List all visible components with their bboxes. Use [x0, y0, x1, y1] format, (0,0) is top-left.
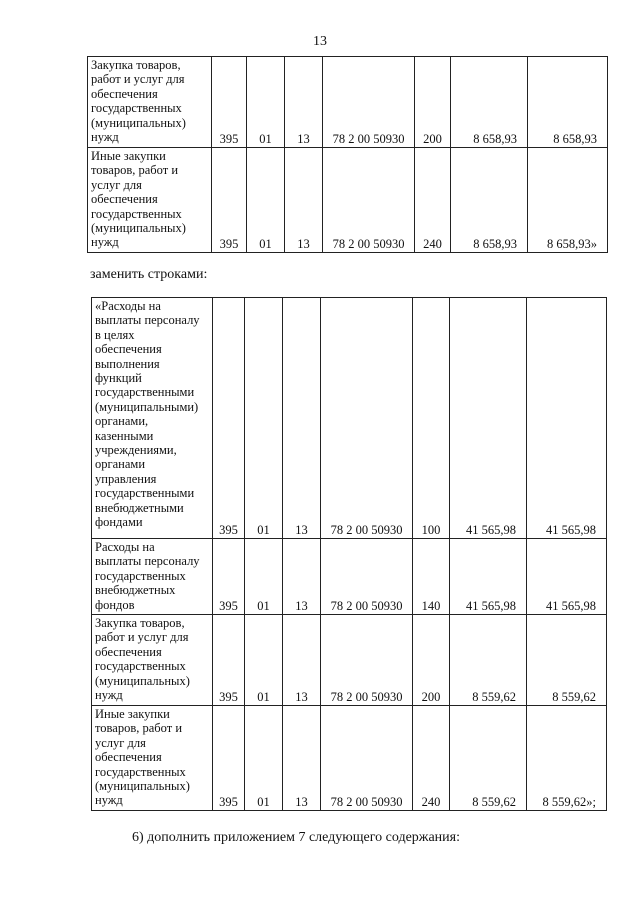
replace-instruction: заменить строками:: [90, 267, 208, 282]
vr-code: 200: [415, 57, 451, 148]
vr-code: 140: [413, 539, 450, 615]
vr-code: 100: [413, 298, 450, 539]
amount-2: 8 559,62»;: [527, 706, 607, 811]
expense-name: Расходы на выплаты персоналу государственных внебюджетных фондов: [92, 539, 213, 615]
amount-1: 8 658,93: [451, 148, 528, 253]
amount-1: 41 565,98: [450, 539, 527, 615]
amount-2: 41 565,98: [527, 298, 607, 539]
budget-table-original: [87, 56, 608, 253]
amount-1: 41 565,98: [450, 298, 527, 539]
gr-code: 395: [213, 539, 245, 615]
rz-code: 01: [247, 57, 285, 148]
amount-1: 8 658,93: [451, 57, 528, 148]
amount-1: 8 559,62: [450, 615, 527, 706]
table-row: [92, 298, 607, 539]
table-row: [92, 615, 607, 706]
expense-name: «Расходы на выплаты персоналу в целях обеспечения выполнения функций государственными (муниципальными) органами, казенными учреждениями, органами управления государственными внебюджетными фондами: [92, 298, 213, 539]
amount-1: 8 559,62: [450, 706, 527, 811]
csr-code: 78 2 00 50930: [323, 57, 415, 148]
gr-code: 395: [212, 57, 247, 148]
table-row: [92, 706, 607, 811]
gr-code: 395: [213, 615, 245, 706]
budget-table-replacement: [91, 297, 607, 811]
pr-code: 13: [283, 539, 321, 615]
rz-code: 01: [245, 706, 283, 811]
csr-code: 78 2 00 50930: [321, 298, 413, 539]
gr-code: 395: [213, 706, 245, 811]
rz-code: 01: [245, 615, 283, 706]
expense-name: Закупка товаров, работ и услуг для обеспечения государственных (муниципальных) нужд: [88, 57, 212, 148]
csr-code: 78 2 00 50930: [321, 706, 413, 811]
expense-name: Иные закупки товаров, работ и услуг для обеспечения государственных (муниципальных) нужд: [92, 706, 213, 811]
vr-code: 240: [413, 706, 450, 811]
pr-code: 13: [283, 298, 321, 539]
pr-code: 13: [283, 706, 321, 811]
amount-2: 41 565,98: [527, 539, 607, 615]
pr-code: 13: [285, 57, 323, 148]
amount-2: 8 658,93: [528, 57, 608, 148]
table-row: [88, 57, 608, 148]
rz-code: 01: [245, 539, 283, 615]
vr-code: 240: [415, 148, 451, 253]
gr-code: 395: [212, 148, 247, 253]
csr-code: 78 2 00 50930: [323, 148, 415, 253]
pr-code: 13: [283, 615, 321, 706]
page-number: 13: [313, 34, 327, 49]
table-row: [92, 539, 607, 615]
csr-code: 78 2 00 50930: [321, 539, 413, 615]
amount-2: 8 658,93»: [528, 148, 608, 253]
vr-code: 200: [413, 615, 450, 706]
rz-code: 01: [247, 148, 285, 253]
expense-name: Закупка товаров, работ и услуг для обеспечения государственных (муниципальных) нужд: [92, 615, 213, 706]
append-instruction: 6) дополнить приложением 7 следующего содержания:: [132, 830, 460, 845]
amount-2: 8 559,62: [527, 615, 607, 706]
pr-code: 13: [285, 148, 323, 253]
gr-code: 395: [213, 298, 245, 539]
csr-code: 78 2 00 50930: [321, 615, 413, 706]
rz-code: 01: [245, 298, 283, 539]
expense-name: Иные закупки товаров, работ и услуг для обеспечения государственных (муниципальных) нужд: [88, 148, 212, 253]
table-row: [88, 148, 608, 253]
